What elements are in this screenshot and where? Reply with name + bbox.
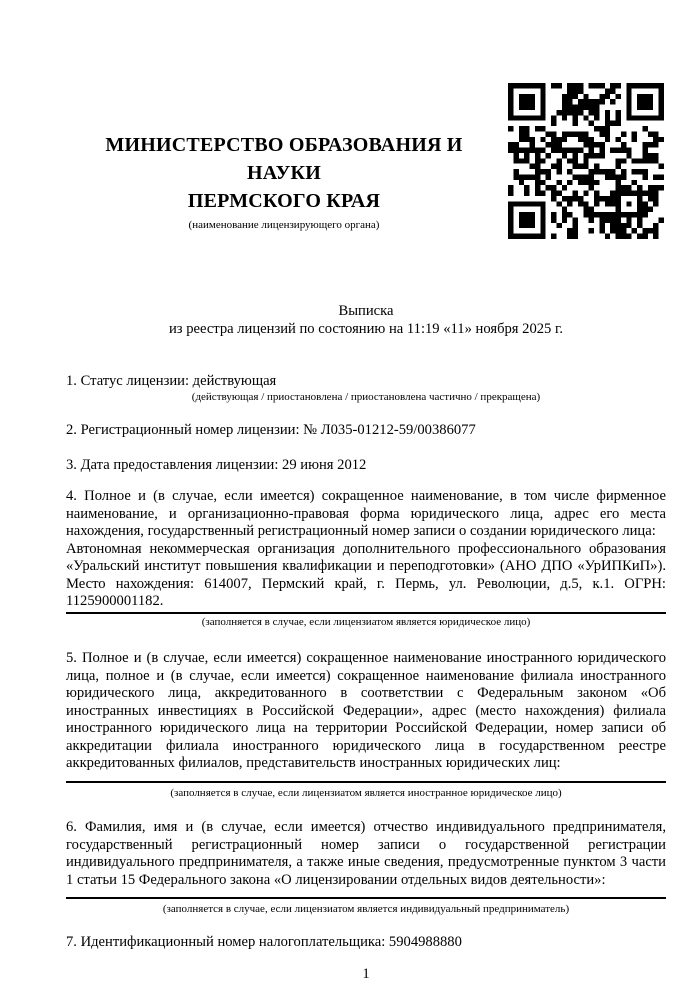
item-1-license-status: 1. Статус лицензии: действующая <box>66 373 277 389</box>
item-5-caption: (заполняется в случае, если лицензиатом является иностранное юридическое лицо) <box>170 786 562 799</box>
ministry-name-line2: ПЕРМСКОГО КРАЯ <box>187 190 381 212</box>
document-title <box>66 303 666 338</box>
page-number: 1 <box>362 966 370 982</box>
item-1-caption: (действующая / приостановлена / приостановлена частично / прекращена) <box>191 390 541 403</box>
item-5-intro: 5. Полное и (в случае, если имеется) сокращенное наименование иностранного юридического лица, полное и (в случае, если имеется) сокращенное наименование филиала иностранного юридического лица, аккредитованного в соответствии с Федеральным законом «Об иностранных инвестициях в Российской Федерации», адрес (место нахождения) филиала иностранного юридического лица на территории Российской Федерации, номер записи об аккредитации филиала иностранного юридического лица в государственном реестре аккредитованных филиалов, представительств иностранных юридических лиц: <box>66 650 666 771</box>
title-line1: Выписка <box>338 303 394 319</box>
title-line2: из реестра лицензий по состоянию на 11:19 «11» ноября 2025 г. <box>168 320 563 337</box>
item-6-empty-value-line <box>66 889 666 899</box>
item-4-intro: 4. Полное и (в случае, если имеется) сокращенное наименование, в том числе фирменное наименование, и организационно-правовая форма юридического лица, адрес его места нахождения, государственный регистрационный номер записи о создании юридического лица: <box>66 488 666 539</box>
item-4-licensee-value: Автономная некоммерческая организация дополнительного профессионального образования «Уральский институт повышения квалификации и переподготовки» (АНО ДПО «УрИПКиП»). Место нахождения: 614007, Пермский край, г. Пермь, ул. Революции, д.5, к.1. ОГРН: 1125900001182. <box>66 541 666 614</box>
item-4-caption: (заполняется в случае, если лицензиатом является юридическое лицо) <box>201 615 531 628</box>
item-3-grant-date: 3. Дата предоставления лицензии: 29 июня 2012 <box>66 456 367 473</box>
item-6-intro: 6. Фамилия, имя и (в случае, если имеется) отчество индивидуального предпринимателя, государственный регистрационный номер записи о государственной регистрации индивидуального предпринимателя, а также иные сведения, предусмотренные пунктом 3 части 1 статьи 15 Федерального закона «О лицензировании отдельных видов деятельности»: <box>66 819 666 888</box>
authority-caption: (наименование лицензирующего органа) <box>188 219 380 231</box>
document-body <box>66 0 666 984</box>
ministry-name-line1: МИНИСТЕРСТВО ОБРАЗОВАНИЯ И НАУКИ <box>105 134 463 184</box>
item-5-empty-value-line <box>66 773 666 783</box>
item-2-registration-number: 2. Регистрационный номер лицензии: № Л035-01212-59/00386077 <box>66 422 476 438</box>
item-7-taxpayer-id: 7. Идентификационный номер налогоплательщика: 5904988880 <box>66 933 462 950</box>
item-6-caption: (заполняется в случае, если лицензиатом является индивидуальный предприниматель) <box>162 903 570 915</box>
